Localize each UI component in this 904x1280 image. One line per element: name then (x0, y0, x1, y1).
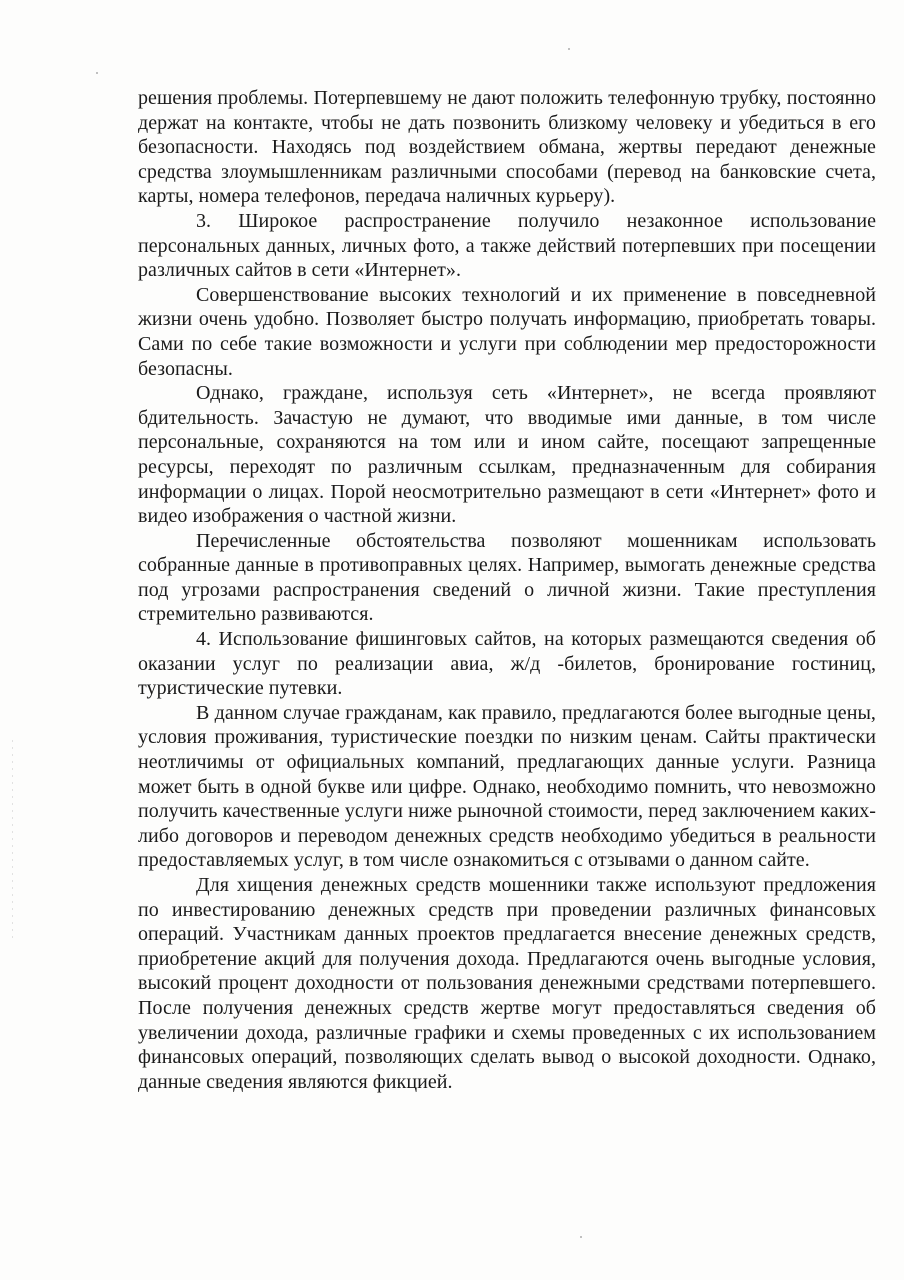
paragraph-continuation: решения проблемы. Потерпевшему не дают положить телефонную трубку, постоянно держат на контакте, чтобы не дать позвонить близкому человеку и убедиться в его безопасности. Находясь под воздействием обмана, жертвы передают денежные средства злоумышленникам различными способами (перевод на банковские счета, карты, номера телефонов, передача наличных курьеру). (138, 87, 876, 208)
paragraph: Однако, граждане, используя сеть «Интернет», не всегда проявляют бдительность. Зачастую не думают, что вводимые ими данные, в том числе персональные, сохраняются на том или и ином сайте, посещают запрещенные ресурсы, переходят по различным ссылкам, предназначенным для собирания информации о лицах. Порой неосмотрительно размещают в сети «Интернет» фото и видео изображения о частной жизни. (138, 382, 876, 528)
scan-artifact-line (12, 740, 13, 940)
scan-speck (568, 48, 570, 50)
paragraph: Совершенствование высоких технологий и их применение в повседневной жизни очень удобно. Позволяет быстро получать информацию, приобретать товары. Сами по себе такие возможности и услуги при соблюдении мер предосторожности безопасны. (138, 283, 876, 380)
document-body (138, 86, 876, 1094)
paragraph: Перечисленные обстоятельства позволяют мошенникам использовать собранные данные в противоправных целях. Например, вымогать денежные средства под угрозами распространения сведений о личной жизни. Такие преступления стремительно развиваются. (138, 529, 876, 626)
scan-speck (580, 1236, 582, 1238)
paragraph: В данном случае гражданам, как правило, предлагаются более выгодные цены, условия проживания, туристические поездки по низким ценам. Сайты практически неотличимы от официальных компаний, предлагающих данные услуги. Разница может быть в одной букве или цифре. Однако, необходимо помнить, что невозможно получить качественные услуги ниже рыночной стоимости, перед заключением каких-либо договоров и переводом денежных средств необходимо убедиться в реальности предоставляемых услуг, в том числе ознакомиться с отзывами о данном сайте. (138, 701, 876, 872)
paragraph-item-3: 3. Широкое распространение получило незаконное использование персональных данных, личных фото, а также действий потерпевших при посещении различных сайтов в сети «Интернет». (138, 209, 876, 282)
scan-speck (96, 72, 98, 74)
paragraph-item-4: 4. Использование фишинговых сайтов, на которых размещаются сведения об оказании услуг по реализации авиа, ж/д -билетов, бронирование гостиниц, туристические путевки. (138, 628, 876, 700)
paragraph: Для хищения денежных средств мошенники также используют предложения по инвестированию денежных средств при проведении различных финансовых операций. Участникам данных проектов предлагается внесение денежных средств, приобретение акций для получения дохода. Предлагаются очень выгодные условия, высокий процент доходности от пользования денежными средствами потерпевшего. После получения денежных средств жертве могут предоставляться сведения об увеличении дохода, различные графики и схемы проведенных с их использованием финансовых операций, позволяющих сделать вывод о высокой доходности. Однако, данные сведения являются фикцией. (138, 874, 876, 1093)
